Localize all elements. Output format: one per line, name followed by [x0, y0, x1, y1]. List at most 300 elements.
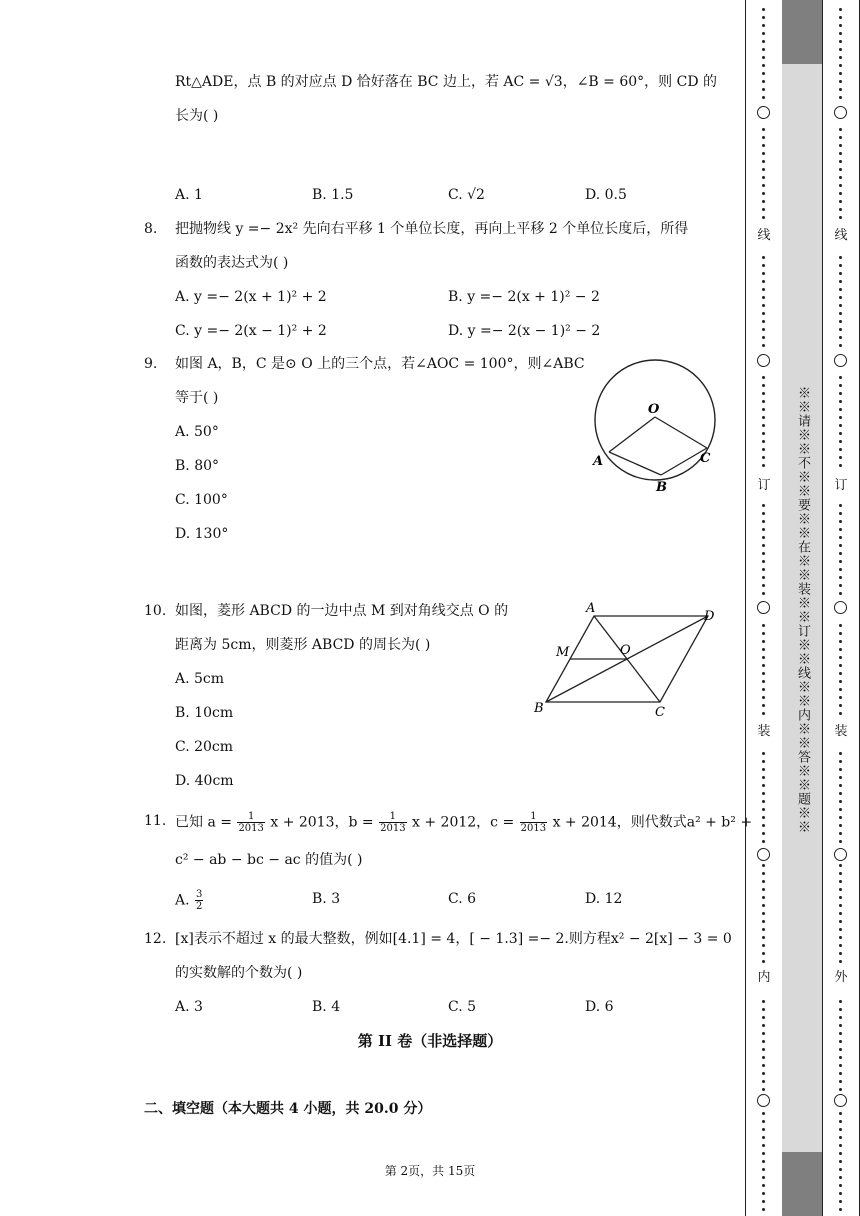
q11-c-tail: x + 2014，则代数式a² + b² +: [552, 814, 753, 831]
dot: [839, 1136, 842, 1139]
dot: [762, 592, 765, 595]
dot: [839, 512, 842, 515]
dot: [762, 760, 765, 763]
mark-wai: 外: [834, 970, 848, 985]
dot: [839, 824, 842, 827]
dot: [762, 568, 765, 571]
dot: [762, 944, 765, 947]
dot: [839, 288, 842, 291]
dot: [839, 1208, 842, 1211]
dot: [762, 416, 765, 419]
dot: [762, 328, 765, 331]
dot: [839, 688, 842, 691]
dot: [762, 696, 765, 699]
dot: [839, 1008, 842, 1011]
q9-option-d: D. 130°: [175, 526, 229, 542]
dot: [839, 168, 842, 171]
dot: [762, 560, 765, 563]
dot: [839, 1176, 842, 1179]
dot: [762, 952, 765, 955]
dot: [762, 1008, 765, 1011]
dot: [762, 840, 765, 843]
dot: [839, 176, 842, 179]
q11-b-tail: x + 2012，c =: [412, 814, 515, 831]
dot: [839, 200, 842, 203]
dot: [762, 504, 765, 507]
binding-strip-notice: [782, 0, 823, 1216]
dot: [762, 184, 765, 187]
dot: [839, 528, 842, 531]
dot: [839, 392, 842, 395]
dot: [839, 656, 842, 659]
dot: [762, 64, 765, 67]
dot: [762, 1192, 765, 1195]
dot: [762, 376, 765, 379]
dot: [839, 56, 842, 59]
dot: [762, 920, 765, 923]
q9-line2: 等于( ): [175, 390, 219, 406]
q8-option-c: C. y =− 2(x − 1)² + 2: [175, 323, 327, 339]
dot: [839, 880, 842, 883]
dotted-line: [746, 0, 782, 1216]
dot: [839, 568, 842, 571]
dot: [762, 280, 765, 283]
q12-option-b: B. 4: [312, 999, 341, 1015]
fraction: $\frac{1}{2013}$: [380, 811, 406, 834]
dot: [762, 808, 765, 811]
dot: [762, 1064, 765, 1067]
dot: [839, 344, 842, 347]
dot: [839, 1048, 842, 1051]
dot: [762, 448, 765, 451]
dot: [762, 528, 765, 531]
dot: [762, 512, 765, 515]
dot: [762, 632, 765, 635]
q11-line1: [175, 811, 752, 834]
dot: [839, 520, 842, 523]
dot: [839, 792, 842, 795]
dot: [839, 432, 842, 435]
dot: [762, 1160, 765, 1163]
label-c: C: [700, 451, 711, 466]
dot: [762, 656, 765, 659]
dot: [839, 72, 842, 75]
dot: [839, 752, 842, 755]
label-d: D: [704, 609, 715, 624]
dot: [839, 776, 842, 779]
dot: [762, 880, 765, 883]
dot: [839, 264, 842, 267]
dot: [762, 136, 765, 139]
section-title: 二、填空题（本大题共 4 小题，共 20.0 分）: [144, 1101, 432, 1117]
dot: [762, 680, 765, 683]
dot: [762, 776, 765, 779]
q9-number: 9.: [144, 356, 158, 372]
dot: [839, 1016, 842, 1019]
label-o: O: [648, 402, 660, 417]
fraction: $\frac{1}{2013}$: [238, 811, 264, 834]
label-o: O: [620, 643, 631, 658]
dot: [839, 840, 842, 843]
dot: [762, 912, 765, 915]
dot: [762, 928, 765, 931]
q7-option-c: C. √2: [448, 187, 485, 203]
dot: [839, 456, 842, 459]
dot: [839, 1152, 842, 1155]
dot: [839, 888, 842, 891]
dot: [839, 448, 842, 451]
dot: [839, 816, 842, 819]
dot: [839, 312, 842, 315]
dot: [839, 80, 842, 83]
dot: [762, 16, 765, 19]
dot: [839, 704, 842, 707]
circle-mark: [834, 601, 847, 614]
dot: [839, 768, 842, 771]
dot: [839, 944, 842, 947]
q7-line2: 长为( ): [175, 108, 219, 124]
q10-line2: 距离为 5cm，则菱形 ABCD 的周长为( ): [175, 637, 431, 653]
dot: [762, 520, 765, 523]
dot: [839, 304, 842, 307]
dot: [839, 1072, 842, 1075]
dot: [839, 784, 842, 787]
q11-a-tail: x + 2013，b =: [270, 814, 374, 831]
dot: [839, 1112, 842, 1115]
dot: [762, 792, 765, 795]
dot: [839, 256, 842, 259]
dot: [839, 440, 842, 443]
dot: [839, 952, 842, 955]
q10-option-d: D. 40cm: [175, 773, 234, 789]
dot: [762, 640, 765, 643]
dot: [839, 160, 842, 163]
dot: [762, 824, 765, 827]
dot: [839, 1192, 842, 1195]
q7-line1: Rt△ADE，点 B 的对应点 D 恰好落在 BC 边上，若 AC = √3，∠B = 60°，则 CD 的: [175, 74, 717, 90]
dot: [762, 576, 765, 579]
dot: [762, 296, 765, 299]
dot: [839, 1128, 842, 1131]
q11-option-c: C. 6: [448, 891, 477, 907]
dot: [762, 1040, 765, 1043]
q11-line2: c² − ab − bc − ac 的值为( ): [175, 852, 363, 868]
q8-option-a: A. y =− 2(x + 1)² + 2: [175, 289, 327, 305]
dot: [762, 200, 765, 203]
dot: [762, 32, 765, 35]
dot: [839, 760, 842, 763]
dot: [762, 24, 765, 27]
dot: [762, 88, 765, 91]
dot: [839, 672, 842, 675]
binding-strip-outer: [823, 0, 860, 1216]
label-a: A: [586, 601, 596, 616]
binding-notice: ※※请※※不※※要※※在※※装※※订※※线※※内※※答※※题※※: [795, 386, 810, 834]
dot: [839, 272, 842, 275]
mark-zhuang: 装: [834, 724, 848, 739]
dot: [762, 72, 765, 75]
q7-option-d: D. 0.5: [585, 187, 627, 203]
dot: [762, 960, 765, 963]
dot: [839, 128, 842, 131]
dot: [762, 272, 765, 275]
dot: [839, 1000, 842, 1003]
dot: [762, 896, 765, 899]
circle-mark: [834, 106, 847, 119]
circle-o: [595, 360, 715, 480]
dot: [762, 544, 765, 547]
dot: [839, 1032, 842, 1035]
q11-option-b: B. 3: [312, 891, 341, 907]
dot: [762, 168, 765, 171]
dot: [839, 376, 842, 379]
top-block: [782, 0, 822, 64]
circle-mark: [757, 1094, 770, 1107]
dot: [762, 336, 765, 339]
mark-ding: 订: [757, 478, 771, 493]
q7-option-b: B. 1.5: [312, 187, 354, 203]
dot: [762, 1136, 765, 1139]
dot: [762, 8, 765, 11]
dot: [762, 664, 765, 667]
dot: [762, 1152, 765, 1155]
dot: [839, 40, 842, 43]
dot: [762, 80, 765, 83]
dot: [839, 1144, 842, 1147]
dot: [839, 32, 842, 35]
dot: [762, 688, 765, 691]
dot: [839, 624, 842, 627]
q8-line1: 把抛物线 y =− 2x² 先向右平移 1 个单位长度，再向上平移 2 个单位长度后，所得: [175, 221, 689, 237]
dot: [762, 96, 765, 99]
dot: [762, 832, 765, 835]
q9-line1: 如图 A，B，C 是⊙ O 上的三个点，若∠AOC = 100°，则∠ABC: [175, 356, 585, 372]
q10-line1: 如图，菱形 ABCD 的一边中点 M 到对角线交点 O 的: [175, 603, 509, 619]
dot: [762, 152, 765, 155]
dot: [762, 432, 765, 435]
dot: [762, 1176, 765, 1179]
dot: [762, 1016, 765, 1019]
dot: [762, 768, 765, 771]
dot: [762, 624, 765, 627]
dot: [839, 88, 842, 91]
dot: [839, 1168, 842, 1171]
dot: [839, 144, 842, 147]
dot: [839, 1120, 842, 1123]
label-b: B: [534, 701, 544, 716]
dot: [762, 800, 765, 803]
dot: [762, 256, 765, 259]
dot: [839, 920, 842, 923]
dot: [762, 1024, 765, 1027]
dot: [762, 288, 765, 291]
dot: [762, 408, 765, 411]
dot: [839, 936, 842, 939]
label-m: M: [556, 645, 570, 660]
dot: [762, 536, 765, 539]
dot: [839, 136, 842, 139]
dot: [839, 464, 842, 467]
dot: [839, 1024, 842, 1027]
dot: [762, 48, 765, 51]
dot: [839, 280, 842, 283]
mark-zhuang: 装: [757, 724, 771, 739]
dot: [762, 816, 765, 819]
dot: [839, 192, 842, 195]
dot: [762, 704, 765, 707]
q11-pre: 已知 a =: [175, 814, 232, 831]
dot: [762, 552, 765, 555]
dot: [762, 40, 765, 43]
part-title: 第 II 卷（非选择题）: [357, 1032, 503, 1050]
dot: [762, 904, 765, 907]
dot: [762, 888, 765, 891]
dot: [762, 648, 765, 651]
label-b: B: [656, 480, 667, 495]
dot: [762, 1112, 765, 1115]
dot: [839, 904, 842, 907]
q12-option-c: C. 5: [448, 999, 477, 1015]
dot: [839, 1160, 842, 1163]
dot: [839, 800, 842, 803]
dot: [839, 184, 842, 187]
binding-strip-inner: [745, 0, 783, 1216]
dot: [839, 808, 842, 811]
dot: [839, 1064, 842, 1067]
dot: [839, 584, 842, 587]
dot: [839, 832, 842, 835]
mark-nei: 内: [757, 970, 771, 985]
dot: [762, 384, 765, 387]
dot: [762, 312, 765, 315]
dot: [839, 648, 842, 651]
label-a: A: [593, 454, 604, 469]
dot: [762, 176, 765, 179]
q9-circle-figure: [585, 345, 725, 495]
dot: [839, 696, 842, 699]
dot: [839, 384, 842, 387]
dot: [762, 672, 765, 675]
dot: [839, 592, 842, 595]
dotted-line: [823, 0, 859, 1216]
dot: [762, 1208, 765, 1211]
dot: [839, 1040, 842, 1043]
dot: [839, 560, 842, 563]
dot: [839, 64, 842, 67]
dot: [762, 440, 765, 443]
dot: [762, 128, 765, 131]
dot: [762, 752, 765, 755]
dot: [762, 344, 765, 347]
page-footer: 第 2页，共 15页: [384, 1164, 476, 1178]
dot: [762, 712, 765, 715]
dot: [762, 320, 765, 323]
q12-option-d: D. 6: [585, 999, 614, 1015]
dot: [839, 416, 842, 419]
dot: [839, 680, 842, 683]
dot: [839, 1088, 842, 1091]
circle-mark: [757, 601, 770, 614]
dot: [839, 48, 842, 51]
dot: [762, 1056, 765, 1059]
dot: [762, 1200, 765, 1203]
q8-option-d: D. y =− 2(x − 1)² − 2: [448, 323, 601, 339]
dot: [762, 1072, 765, 1075]
dot: [839, 296, 842, 299]
q10-rhombus-figure: [530, 598, 725, 723]
dot: [762, 160, 765, 163]
dot: [762, 936, 765, 939]
dot: [839, 552, 842, 555]
q9-option-a: A. 50°: [175, 424, 219, 440]
dot: [839, 8, 842, 11]
mark-ding: 订: [834, 478, 848, 493]
dot: [839, 632, 842, 635]
dot: [762, 424, 765, 427]
dot: [762, 456, 765, 459]
dot: [762, 864, 765, 867]
dot: [762, 1048, 765, 1051]
dot: [762, 1088, 765, 1091]
q7-option-a: A. 1: [175, 187, 203, 203]
dot: [839, 912, 842, 915]
circle-mark: [757, 106, 770, 119]
dot: [839, 640, 842, 643]
dot: [762, 464, 765, 467]
dot: [762, 56, 765, 59]
mark-xian: 线: [757, 228, 771, 243]
dot: [762, 144, 765, 147]
circle-mark: [834, 848, 847, 861]
dot: [762, 1144, 765, 1147]
dot: [762, 1080, 765, 1083]
circle-mark: [757, 848, 770, 861]
dot: [839, 712, 842, 715]
fraction: $\frac{1}{2013}$: [520, 811, 547, 834]
dot: [762, 1032, 765, 1035]
dot: [762, 1184, 765, 1187]
label-c: C: [655, 705, 665, 720]
dot: [839, 328, 842, 331]
dot: [839, 24, 842, 27]
dot: [839, 400, 842, 403]
dot: [839, 864, 842, 867]
dot: [839, 152, 842, 155]
dot: [762, 264, 765, 267]
dot: [839, 928, 842, 931]
q10-option-a: A. 5cm: [175, 671, 225, 687]
dot: [762, 1168, 765, 1171]
dot: [762, 872, 765, 875]
dot: [839, 16, 842, 19]
dot: [762, 208, 765, 211]
dot: [762, 216, 765, 219]
circle-mark: [834, 354, 847, 367]
mark-xian: 线: [834, 228, 848, 243]
dot: [839, 424, 842, 427]
dot: [839, 1200, 842, 1203]
dot: [839, 208, 842, 211]
q11-option-d: D. 12: [585, 891, 623, 907]
bottom-block: [782, 1152, 822, 1216]
dot: [762, 400, 765, 403]
dot: [839, 336, 842, 339]
q10-option-c: C. 20cm: [175, 739, 234, 755]
q8-line2: 函数的表达式为( ): [175, 255, 289, 271]
q9-option-c: C. 100°: [175, 492, 228, 508]
dot: [839, 216, 842, 219]
dot: [839, 504, 842, 507]
